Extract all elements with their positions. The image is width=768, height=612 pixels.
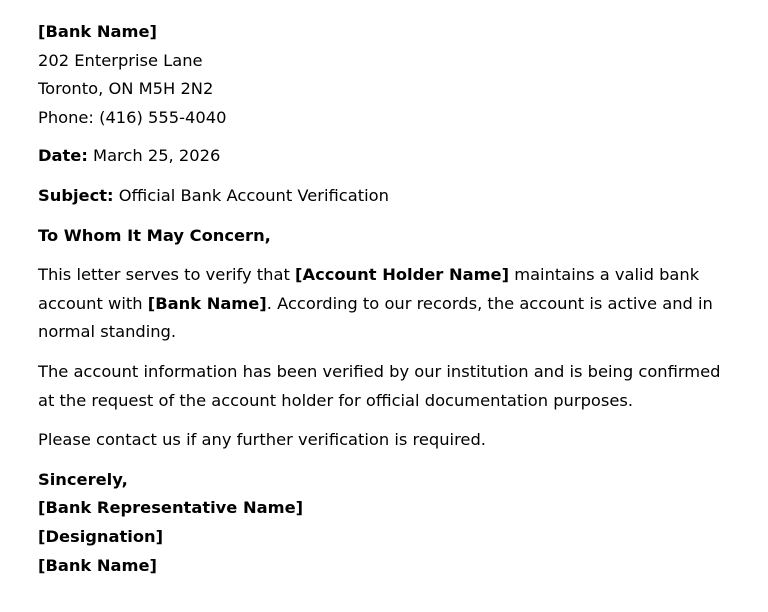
date-value: March 25, 2026 bbox=[93, 146, 221, 166]
paragraph-verification bbox=[38, 261, 738, 347]
paragraph1-text-2: maintains a valid bank account with bbox=[38, 265, 700, 313]
sender-phone: Phone: (416) 555-4040 bbox=[38, 107, 227, 127]
paragraph-confirmation: The account information has been verified by our institution and is being confirmed at the request of the account holder for official documentation purposes. bbox=[38, 361, 721, 410]
account-holder-placeholder: [Account Holder Name] bbox=[295, 265, 510, 285]
subject-value: Official Bank Account Verification bbox=[118, 185, 389, 205]
sender-address-line1: 202 Enterprise Lane bbox=[38, 50, 203, 70]
letter-document bbox=[38, 18, 738, 580]
paragraph-contact: Please contact us if any further verification is required. bbox=[38, 430, 486, 450]
sender-bank-name: [Bank Name] bbox=[38, 22, 157, 41]
representative-name: [Bank Representative Name] bbox=[38, 498, 304, 518]
sign-off: Sincerely, bbox=[38, 469, 128, 489]
sender-address-line2: Toronto, ON M5H 2N2 bbox=[38, 79, 214, 99]
date-line bbox=[38, 142, 738, 171]
subject-label: Subject: bbox=[38, 185, 114, 205]
paragraph1-text-3: . According to our records, the account is active and in normal standing. bbox=[38, 293, 713, 342]
designation: [Designation] bbox=[38, 526, 164, 546]
closing-bank-name: [Bank Name] bbox=[38, 555, 157, 575]
salutation: To Whom It May Concern, bbox=[38, 225, 271, 245]
paragraph1-text-1: This letter serves to verify that bbox=[38, 265, 296, 285]
sender-block bbox=[38, 18, 738, 132]
bank-name-placeholder: [Bank Name] bbox=[147, 293, 267, 313]
closing-block bbox=[38, 466, 738, 580]
subject-line bbox=[38, 182, 738, 211]
date-label: Date: bbox=[38, 146, 88, 166]
